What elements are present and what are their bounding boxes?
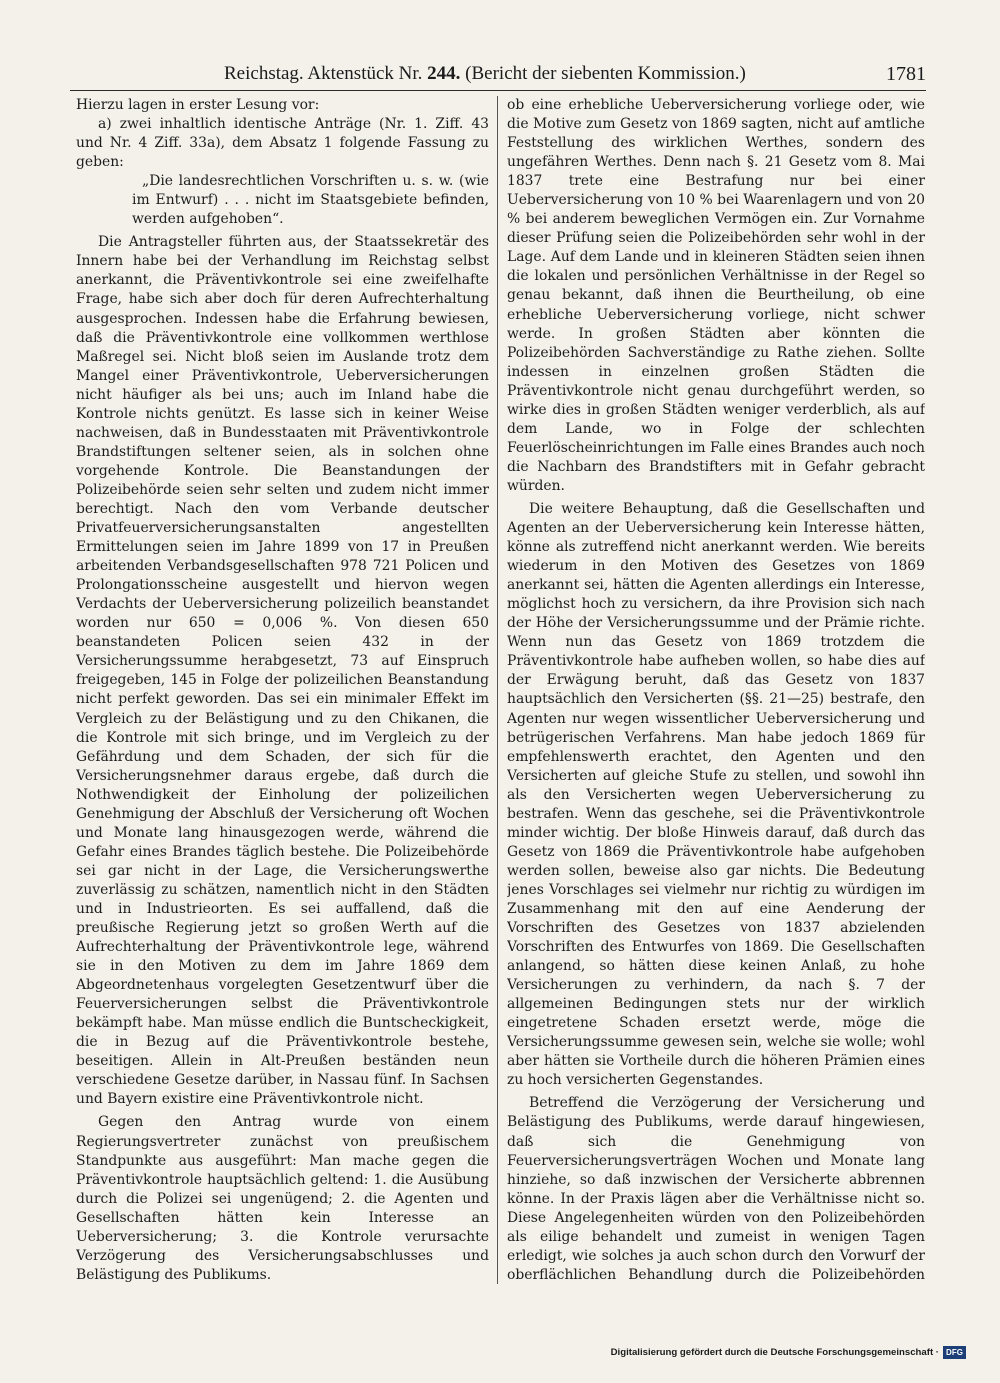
dfg-logo: DFG: [943, 1346, 966, 1359]
paragraph: „Die landesrechtlichen Vorschriften u. s. w. (wie im Entwurf) . . . nicht im Staatsgebiete befinden, werden aufgehoben“.: [132, 173, 489, 228]
running-title-post: (Bericht der siebenten Kommission.): [465, 63, 746, 84]
paragraph: ob eine erhebliche Ueberversicherung vorliege oder, wie die Motive zum Gesetz von 1869 sagten, nicht auf amtliche Feststellung des wirklichen Werthes, sondern des ungefähren Werthes. Denn nach §. 21 Gesetz vom 8. Mai 1837 trete eine Bestrafung nur bei einer Ueberversicherung von 10 % bei Waarenlagern und von 20 % bei anderem beweglichen Vermögen ein. Zur Vornahme dieser Prüfung seien die Polizeibehörden sehr wohl in der Lage. Auf dem Lande und in kleineren Städten seien ihnen die lokalen und persönlichen Verhältnisse in der Regel so genau bekannt, daß ihnen die Beurtheilung, ob eine erhebliche Ueberversicherung vorliege, nicht schwer werde. In großen Städten aber könnten die Polizeibehörden Sachverständige zu Rathe ziehen. Sollte indessen in einzelnen großen Städten die Präventivkontrole nicht genau durchgeführt werden, so wirke dies in großen Städten weniger verderblich, als auf dem Lande, wo in Folge der schlechten Feuerlöscheinrichtungen im Falle eines Brandes auch noch die Nachbarn des Brandstifters mit in Gefahr gebracht würden.: [507, 97, 925, 494]
header-rule: [70, 90, 926, 91]
footer-credit-text: Digitalisierung gefördert durch die Deutsche Forschungsgemeinschaft ·: [610, 1346, 939, 1358]
paragraph: a) zwei inhaltlich identische Anträge (Nr. 1. Ziff. 43 und Nr. 4 Ziff. 33a), dem Absatz 1 folgende Fassung zu geben:: [76, 116, 489, 171]
paragraph: Die weitere Behauptung, daß die Gesellschaften und Agenten an der Ueberversicherung kein Interesse hätten, könne als zutreffend nicht anerkannt werden. Wie bereits wiederum in den Motiven des Gesetzes von 1869 anerkannt sei, hätten die Agenten allerdings ein Interesse, möglichst hoch zu versichern, da ihre Provision sich nach der Höhe der Versicherungssumme und der Prämie richte. Wenn nun das Gesetz von 1869 trotzdem die Präventivkontrole habe aufheben wollen, so habe dies auf der Erwägung beruht, daß das Gesetz von 1837 hauptsächlich den Versicherten (§§. 21—25) bestrafe, den Agenten nur wegen wissentlicher Ueberversicherung und betrügerischen Verfahrens. Man habe jedoch 1869 für empfehlenswerth erachtet, den Agenten und den Versicherten auf gleiche Stufe zu stellen, und sowohl ihn als den Versicherten wegen Ueberversicherung zu bestrafen. Wenn das geschehe, sei die Präventivkontrole minder wichtig. Der bloße Hinweis darauf, daß durch das Gesetz von 1869 die Präventivkontrole habe aufgehoben werden sollen, beweise also gar nichts. Die Bedeutung jenes Vorschlages sei vielmehr nur richtig zu würdigen im Zusammenhang mit den auf eine Aenderung der Vorschriften des Gesetzes von 1837 abzielenden Vorschriften des Entwurfes von 1869. Die Gesellschaften anlangend, so hätten diese keinen Anlaß, zu hohe Versicherungen zu verhindern, da nach §. 7 der allgemeinen Bedingungen stets nur der wirklich eingetretene Schaden ersetzt werde, möge die Versicherungssumme gewesen sein, welche sie wolle; wohl aber hätten sie Vortheile durch die höheren Prämien eines zu hoch versicherten Gegenstandes.: [507, 500, 925, 1089]
document-number: 244.: [427, 63, 461, 84]
paragraph: Die Antragsteller führten aus, der Staatssekretär des Innern habe bei der Verhandlung im Reichstag selbst anerkannt, die Präventivkontrole sei eine zweifelhafte Frage, habe sich aber doch für deren Aufrechterhaltung ausgesprochen. Indessen habe die Erfahrung bewiesen, daß die Präventivkontrole eine vollkommen werthlose Maßregel sei. Nicht bloß seien im Auslande trotz dem Mangel einer Präventivkontrole, Ueberversicherungen nicht häufiger als bei uns; auch im Inland habe die Kontrole nichts genützt. Es lasse sich in keiner Weise nachweisen, daß in Bundesstaaten mit Präventivkontrole Brandstiftungen seltener seien, als in solchen ohne vorgehende Kontrole. Die Beanstandungen der Polizeibehörde seien sehr selten und zudem nicht immer berechtigt. Nach den vom Verbande deutscher Privatfeuerversicherungsanstalten angestellten Ermittelungen seien im Jahre 1899 von 17 in Preußen arbeitenden Verbandsgesellschaften 978 721 Policen und Prolongationsscheine ausgestellt und hiervon wegen Verdachts der Ueberversicherung polizeilich beanstandet worden nur 650 = 0,006 %. Von diesen 650 beanstandeten Policen seien 432 in der Versicherungssumme herabgesetzt, 73 auf Einspruch freigegeben, 145 in Folge der polizeilichen Beanstandung nicht perfekt geworden. Das sei ein minimaler Effekt im Vergleich zu der Belästigung und zu den Chikanen, die die Kontrole mit sich bringe, und im Vergleich zu der Gefährdung und dem Schaden, der sich für die Versicherungsnehmer daraus ergebe, daß durch die Nothwendigkeit der Einholung der polizeilichen Genehmigung der Abschluß der Versicherung oft Wochen und Monate lang hinausgezogen werde, während die Gefahr eines Brandes täglich bestehe. Die Polizeibehörde sei gar nicht in der Lage, die Versicherungswerthe zuverlässig zu schätzen, namentlich nicht in den Städten und in Industrieorten. Es sei auffallend, daß die preußische Regierung jetzt so großen Werth auf die Aufrechterhaltung der Präventivkontrole lege, während sie in den Motiven zu dem im Jahre 1869 dem Abgeordnetenhaus vorgelegten Gesetzentwurf über die Feuerversicherungen selbst die Präventivkontrole bekämpft habe. Man müsse endlich die Buntscheckigkeit, die in Bezug auf die Präventivkontrole bestehe, beseitigen. Allein in Alt-Preußen beständen neun verschiedene Gesetze darüber, in Nassau fünf. In Sachsen und Bayern existire eine Präventivkontrole nicht.: [76, 234, 489, 1108]
running-title-pre: Reichstag. Aktenstück Nr.: [224, 63, 423, 84]
left-column: [76, 96, 489, 1286]
running-title: [224, 60, 746, 88]
paragraph: Gegen den Antrag wurde von einem Regierungsvertreter zunächst von preußischem Standpunkte aus ausgeführt: Man mache gegen die Präventivkontrole hauptsächlich geltend: 1. die Ausübung durch die Polizei sei ungenügend; 2. die Agenten und Gesellschaften hätten kein Interesse an Ueberversicherung; 3. die Kontrole verursachte Verzögerung des Versicherungsabschlusses und Belästigung des Publikums.: [76, 1114, 489, 1283]
paragraph: Hierzu lagen in erster Lesung vor:: [76, 97, 320, 113]
paragraph: Betreffend die Verzögerung der Versicherung und Belästigung des Publikums, werde darauf hingewiesen, daß sich die Genehmigung von Feuerversicherungsverträgen Wochen und Monate lang hinziehe, so daß inzwischen der Versicherte abbrennen könne. In der Praxis lägen aber die Verhältnisse nicht so. Diese Angelegenheiten würden von den Polizeibehörden als eilige behandelt und zumeist in wenigen Tagen erledigt, wie solches ja auch schon durch den Vorwurf der oberflächlichen Behandlung durch die Polizeibehörden: [507, 1095, 925, 1283]
page-header: [70, 60, 926, 88]
right-column: [507, 96, 925, 1286]
footer-credit: [611, 1343, 966, 1361]
page-number: 1781: [886, 63, 926, 85]
column-divider: [497, 96, 498, 1284]
